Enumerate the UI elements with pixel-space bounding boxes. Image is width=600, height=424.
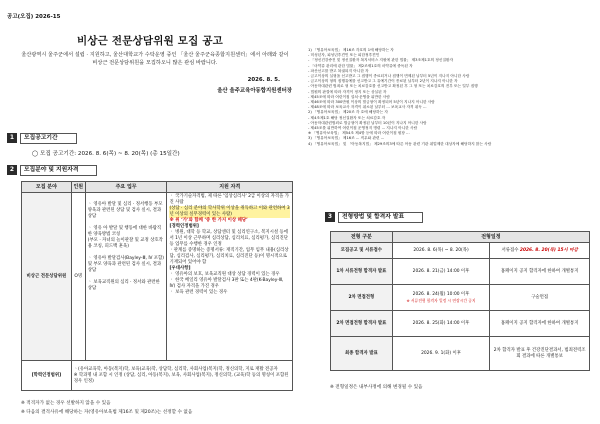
note-line: - 법원의 판결에 따라 자격이 정지 또는 상실된 자 — [308, 89, 387, 94]
stage-label: 모집공고 및 서류접수 — [331, 243, 393, 259]
section-3-number: 3 — [325, 212, 335, 222]
duties-cell — [85, 193, 167, 361]
section-3-title: 전형방법 및 합격자 발표 — [338, 212, 423, 223]
stage-result: 구술면접 — [490, 285, 590, 311]
duty-item: ㆍ 보육교직원의 심리 · 정서와 관련한 상담 — [87, 280, 160, 291]
note-line: 4) 「영유아보육법」 및 「아동복지법」 제29조의3에 따른 아동 관련 기관 취업제한 대상자에 해당하지 않는 사람 — [308, 141, 492, 146]
stage-result: 2차 합격자 발표 후 건강진단결과서, 범죄전력조회 결과에 따른 개별통보 — [490, 337, 590, 371]
page-title: 비상근 전문상담위원 모집 공고 — [76, 35, 224, 47]
th-stage: 전형 구분 — [331, 232, 393, 243]
count-cell: O명 — [71, 193, 85, 361]
extra-label: 서류접수 — [501, 247, 519, 253]
stage-label: 최종 합격자 발표 — [331, 337, 393, 371]
duty-item: ㆍ 영유아 발달 및 심리 · 정서행동 부모 양육과 관련된 상담 및 검사 실시, 결과 상담 — [87, 202, 163, 219]
stage-schedule: 2026. 8. 6(목) ~ 8. 20(목) — [392, 243, 490, 259]
note-line: - 금고이상의 형의 집행유예를 선고받고 그 유예기간이 종료된 날부터 2년이 지나지 아니한 자 — [308, 79, 458, 84]
duty-item: (부모 · 자녀의 놀이관찰 및 교정 상호작용 코칭, 피드백 훈육) — [87, 238, 163, 249]
qual-item: ㆍ 병원, 대학 등 학교, 상담센터 및 심리연구소, 복지시설 등에서 1년 이상 근무하며 심리상담, 심리치료, 심리평가, 심리진단 등 업무를 수행한 경우 인정 — [169, 230, 289, 247]
section-2-number: 2 — [7, 165, 17, 175]
announcement-number: 공고(오집) 2026-15 — [7, 14, 61, 20]
qual-item: ㆍ관계를 증명하는 증명서류: 재직기간, 업무 임무 내용(심리상담, 심리검사, 심리평가, 심리치료, 심리진단 등)이 명시적으로 기재되어 있어야 함 — [169, 248, 289, 265]
duty-item: ㆍ 영유아 발달검사(Bayley-Ⅲ, Ⅳ 포함) 및 부모 양육과 관련된 검사 실시, 결과 상담 — [87, 256, 164, 273]
note-left-2: ※ 다음의 결격사유에 해당하는 자(영유아보육법 제16조 및 제20조)는 선정할 수 없음 — [21, 410, 193, 415]
qual-item: ㆍ 국가기술자격법, 제 따른 '임상심리사' 2급 이상의 자격을 가진 사람 — [169, 194, 290, 205]
section-1-header — [7, 133, 77, 143]
note-line: - 아동학대관련 범죄로 형 또는 치료감호를 선고받고 확정된 후 그 형 또는 치료감호의 전부 또는 일부 집행 — [308, 84, 478, 89]
qual-item: (상담 · 심리 분야의 학사학위 이상을 취득하고 이와 관련하여 3년 이상의 실무경력이 있는 사람) — [169, 206, 290, 217]
edu-cell — [71, 361, 292, 391]
stage-schedule-cell — [392, 285, 490, 311]
intro-text: 울산광역시 울주군에서 설립 · 지원하고, 울산대학교가 수탁운영 중인 「울산 울주군육종합지원센터」에서 아래와 같이 비상근 전문상담위원을 모집하오니 많은 관심 바랍니다. — [21, 52, 289, 66]
note-line: - 미성년자, 피성년후견인 또는 피한정후견인 — [308, 53, 380, 58]
announce-date: 2026. 8. 5. — [247, 77, 280, 83]
recruit-period: ◯ 모집 공고기간: 2026. 8. 6(목) ~ 8. 20(목) (총 15일간) — [32, 151, 180, 157]
edu-item: ㆍ(유아교육학, 아동(복지)학, 보육(교육)학, 상담학, 심리학, 사회사업(복지)학, 정신의학, 지로 재활 전공자 — [73, 366, 278, 372]
note-line: ※ 「영유아보육법」 제54조 제4항 등에 따라 어린이집 원장 ... — [308, 131, 410, 136]
qual-subhead: [경력인정범위] — [169, 224, 199, 229]
qual-cell — [167, 193, 293, 361]
section-1-number: 1 — [7, 133, 17, 143]
qual-item: ㆍ 한국 베일리 영유아 발달검사 3판 또는 4판(K-Bayley-Ⅲ, Ⅳ) 검사 자격을 가진 경우 — [169, 278, 284, 289]
note-line: - 아동학대관련범죄로 벌금형이 확정된 날부터 10년이 지나지 아니한 사람 — [308, 120, 427, 125]
th-duties: 주요 업무 — [85, 182, 167, 193]
note-line: - 제45조를 위반하여 어린이집 운영정지 명령 ... 지나지 아니한 사람 — [308, 126, 418, 131]
stage-label: 2차 면접전형 — [331, 285, 393, 311]
qual-item: ㆍ 영유아의 보호, 보육교직원 대상 상담 경력이 있는 경우 — [169, 272, 280, 277]
edu-item: ※ 학과명 내 포함 시 인정 (상담, 심리, 아동(복지), 보육, 사회사업(복지), 정신의학, (교육)학 등의 명칭이 포함된 경우 인정) — [73, 372, 289, 384]
qual-highlight: ※ 위 ‘가’와 함께 ‘중 한 가지 이상 해당’ — [169, 218, 248, 223]
stage-label: 1차 서류전형 합격자 발표 — [331, 259, 393, 285]
th-qual: 지원 자격 — [167, 182, 293, 193]
stage-note: ※ 서류전형 합격자 일정 시 연장시간 공지 — [406, 297, 476, 303]
note-line: - 「마약류 관리에 관한 법률」 제2조제1호의 마약류에 중독된 자 — [308, 63, 413, 68]
th-field: 모집 분야 — [22, 182, 72, 193]
section-1-title: 모집공고기간 — [20, 133, 77, 144]
note-line: - 제4조제1호 해당 정신질환자 또는 치료감호 자 — [308, 115, 386, 120]
section-2-header — [7, 165, 97, 175]
note-line: 3) 「영유아보육법」 제16조 ... 직무와 관련 ... — [308, 136, 385, 141]
note-line: - 제45조에 따라 어린이집 설치·운영을 위반한 사람 — [308, 94, 390, 99]
extra-value: 2026. 8. 20(목) 15시 마감 — [519, 247, 578, 253]
note-left-1: ※ 적격자가 없는 경우 선발하지 않을 수 있음 — [21, 401, 111, 406]
stage-result: 홈페이지 공지 합격자에 한하여 개별통지 — [490, 311, 590, 337]
note-line: - 제48조에 따라 보육교사 자격이 취소된 날부터 ... 보육교사 자격 취득 ... — [308, 105, 427, 110]
note-line: - 파산선고를 받고 복권되지 아니한 자 — [308, 68, 369, 73]
note-line: 1) 「영유아보육법」 제16조 각호의 1에 해당하는 자 — [308, 48, 394, 52]
qual-item: ㆍ 보육 관련 경력이 있는 경우 — [169, 290, 228, 295]
note-line: 2) 「영유아보육법」 제20조 각 호에 해당하는 자 — [308, 110, 388, 115]
agency-name: 울산 울주교육아동합지원센터장 — [217, 88, 292, 94]
stage-schedule: 2026. 8. 25(화) 14:00 이후 — [392, 311, 490, 337]
qualification-table — [21, 181, 293, 391]
note-line: - 「정신건강증진 및 정신질환자 복지서비스 지원에 관한 법률」 제3조제1호의 정신질환자 — [308, 58, 454, 63]
duty-item: ㆍ 영유 아 발달 및 행동에 대한 바람직한 양육방법 코칭 — [87, 226, 162, 237]
stage-result: 홈페이지 공지 합격자에 한하여 개별통지 — [490, 259, 590, 285]
th-count: 인원 — [71, 182, 85, 193]
th-schedule: 전형일정 — [392, 232, 589, 243]
disqualification-notes — [308, 48, 594, 147]
stage-schedule: 2026. 8. 21(금) 14:00 이후 — [392, 259, 490, 285]
section-2-title: 모집분야 및 지원자격 — [20, 165, 97, 176]
stage-extra — [490, 243, 590, 259]
stage-schedule: 2026. 8. 24(월) 10:00 이후 — [412, 291, 470, 297]
stage-schedule: 2026. 9. 1(화) 이후 — [392, 337, 490, 371]
schedule-table — [330, 231, 590, 371]
stage-label: 2차 면접전형 합격자 발표 — [331, 311, 393, 337]
note-line: - 제46조에 따라 300만원 이상의 벌금형이 확정되어 5년이 지나지 아니한 사람 — [308, 100, 435, 105]
section-3-header — [325, 212, 423, 222]
schedule-note: ※ 전형일정은 내부사정에 의해 변경될 수 있음 — [330, 385, 423, 390]
field-cell: 비상근 전문상담위원 — [22, 193, 72, 361]
edu-label: [학력인정범위] — [22, 361, 72, 391]
qual-subhead: [우대사항] — [169, 266, 191, 271]
note-line: - 금고이상의 실형을 선고받고 그 집행이 종료되거나 집행이 면제된 날부터 5년이 지나지 아니한 사람 — [308, 74, 470, 79]
